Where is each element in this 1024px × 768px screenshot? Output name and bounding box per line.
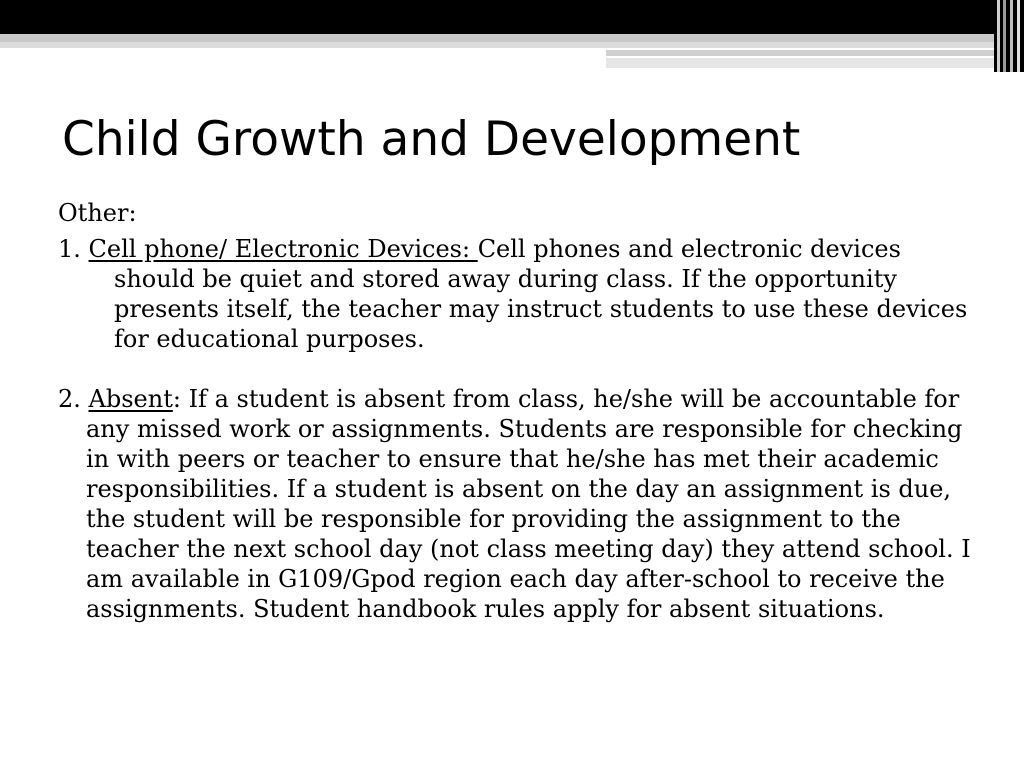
slide-title: Child Growth and Development bbox=[62, 112, 801, 167]
item-label: Cell phone/ Electronic Devices: bbox=[88, 235, 478, 263]
section-heading: Other: bbox=[58, 199, 137, 227]
slide-body bbox=[58, 198, 988, 624]
item-number: 1. bbox=[58, 235, 89, 263]
header-stripe bbox=[0, 42, 995, 48]
header-stripe bbox=[606, 56, 946, 58]
list-item-cell-phone bbox=[58, 234, 988, 354]
corner-stripes bbox=[994, 0, 1024, 72]
header-stripe bbox=[0, 34, 995, 42]
item-number: 2. bbox=[58, 385, 89, 413]
item-text: Cell phones and electronic devices should be quiet and stored away during class. If the opportunity presents itself, the teacher may instruct students to use these devices for educational purposes. bbox=[114, 235, 968, 353]
list-item-absent bbox=[58, 384, 988, 624]
item-text: : If a student is absent from class, he/she will be accountable for any missed work or assignments. Students are responsible for checking in with peers or teacher to ensure that he/she has met their academic responsibilities. If a student is absent on the day an assignment is due, the student will be responsible for providing the assignment to the teacher the next school day (not class meeting day) they attend school. I am available in G109/Gpod region each day after-school to receive the assignments. Student handbook rules apply for absent situations. bbox=[86, 385, 971, 623]
item-label: Absent bbox=[88, 385, 173, 413]
header-band bbox=[0, 0, 1024, 34]
header-stripe bbox=[606, 58, 995, 68]
